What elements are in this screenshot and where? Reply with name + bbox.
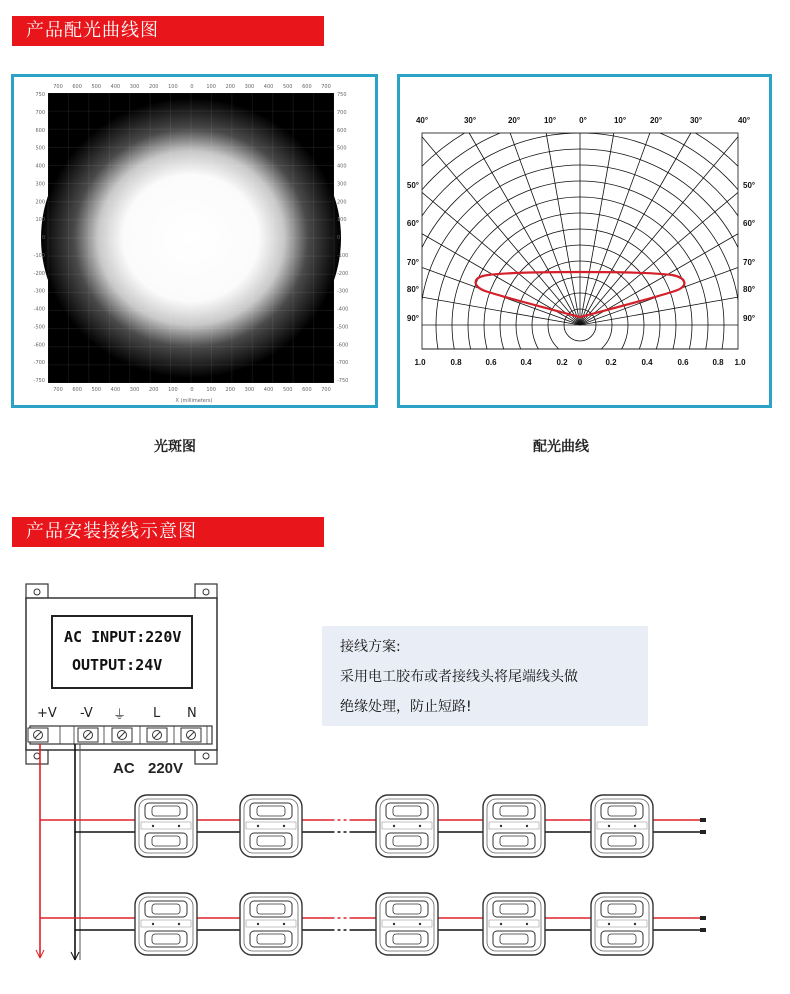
spot-tick-label: -100 — [337, 252, 349, 259]
polar-angle-label: 50° — [743, 181, 756, 190]
section-header-light-curve — [12, 16, 324, 46]
led-module — [240, 795, 302, 857]
note-text-1: 采用电工胶布或者接线头将尾端线头做 — [340, 669, 578, 685]
led-module — [240, 893, 302, 955]
polar-angle-label: 40° — [415, 116, 429, 125]
spot-tick-label: 600 — [337, 127, 347, 134]
led-module — [591, 893, 653, 955]
spot-tick-label: -300 — [33, 288, 45, 295]
polar-angle-label: 60° — [406, 219, 419, 228]
spot-tick-label: 400 — [263, 387, 274, 393]
section-title: 产品配光曲线图 — [26, 20, 159, 41]
polar-intensity-label: 0.4 — [641, 358, 653, 367]
spot-tick-label: -500 — [33, 324, 45, 331]
section-header-wiring — [12, 517, 324, 547]
polar-panel — [397, 74, 772, 408]
polar-angle-label: 50° — [406, 181, 419, 190]
spot-tick-label: 600 — [72, 84, 82, 90]
spot-tick-label: 600 — [35, 127, 45, 134]
spot-tick-label: 200 — [337, 199, 347, 206]
polar-intensity-label: 0 — [577, 358, 583, 367]
voltage-label: 220V — [148, 760, 184, 777]
psu-input-rating: AC INPUT:220V — [64, 628, 182, 646]
polar-intensity-label: 0.6 — [485, 358, 497, 367]
polar-angle-label: 90° — [406, 314, 419, 323]
spot-tick-label: 300 — [244, 84, 255, 90]
spot-tick-label: 300 — [129, 84, 140, 90]
polar-intensity-label: 0.2 — [605, 358, 617, 367]
spot-tick-label: 750 — [337, 92, 347, 98]
polar-angle-label: 20° — [649, 116, 663, 125]
spot-panel — [11, 74, 378, 408]
spot-tick-label: 600 — [302, 84, 312, 90]
terminal-label-neg: -V — [80, 706, 93, 721]
polar-angle-label: 30° — [689, 116, 703, 125]
spot-tick-label: -300 — [337, 288, 349, 295]
spot-tick-label: 100 — [337, 217, 347, 224]
led-module — [376, 795, 438, 857]
polar-angle-label: 80° — [406, 285, 419, 294]
spot-tick-label: 700 — [35, 109, 45, 116]
led-module — [376, 893, 438, 955]
spot-tick-label: 100 — [35, 217, 45, 224]
polar-intensity-label: 1.0 — [414, 358, 426, 367]
spot-tick-label: 500 — [35, 145, 45, 152]
spot-xlabel: X (millimeters) — [175, 398, 213, 404]
spot-tick-label: 300 — [244, 387, 255, 393]
spot-tick-label: 500 — [91, 84, 102, 90]
ground-icon: ⏚ — [113, 708, 127, 723]
note-text-2: 绝缘处理，防止短路! — [340, 699, 472, 715]
led-module — [483, 893, 545, 955]
spot-caption: 光斑图 — [154, 439, 196, 455]
polar-intensity-label: 0.4 — [520, 358, 532, 367]
spot-tick-label: 600 — [302, 387, 312, 393]
polar-angle-label: 40° — [737, 116, 751, 125]
spot-tick-label: 200 — [148, 84, 159, 90]
spot-tick-label: 700 — [53, 84, 63, 90]
polar-angle-label: 80° — [743, 285, 756, 294]
spot-tick-label: 400 — [263, 84, 274, 90]
wiring-note — [322, 626, 648, 726]
spot-tick-label: 100 — [206, 84, 216, 90]
spot-tick-label: 0 — [190, 84, 194, 90]
spot-tick-label: 500 — [282, 387, 293, 393]
polar-angle-label: 90° — [743, 314, 756, 323]
led-module — [135, 795, 197, 857]
spot-tick-label: 700 — [321, 387, 331, 393]
spot-tick-label: -400 — [337, 306, 349, 313]
note-title: 接线方案: — [340, 639, 401, 655]
polar-intensity-label: 0.2 — [556, 358, 568, 367]
spot-chart — [14, 77, 375, 405]
polar-angle-label: 20° — [507, 116, 521, 125]
polar-angle-label: 60° — [743, 219, 756, 228]
section-title: 产品安装接线示意图 — [26, 521, 197, 542]
polar-intensity-label: 0.6 — [677, 358, 689, 367]
spot-tick-label: 400 — [110, 387, 121, 393]
curve-caption: 配光曲线 — [533, 439, 589, 455]
spot-tick-label: 200 — [148, 387, 159, 393]
spot-tick-label: 0 — [337, 235, 341, 241]
spot-tick-label: 400 — [110, 84, 121, 90]
led-module — [591, 795, 653, 857]
spot-tick-label: 500 — [282, 84, 293, 90]
spot-tick-label: 400 — [35, 163, 45, 170]
polar-angle-label: 30° — [463, 116, 477, 125]
polar-angle-label: 70° — [743, 258, 756, 267]
led-module — [135, 893, 197, 955]
spot-tick-label: -200 — [33, 270, 45, 277]
polar-angle-label: 10° — [543, 116, 557, 125]
led-module — [483, 795, 545, 857]
spot-tick-label: 700 — [53, 387, 63, 393]
spot-tick-label: -400 — [33, 306, 45, 313]
polar-angle-label: 70° — [406, 258, 419, 267]
spot-tick-label: 300 — [129, 387, 140, 393]
spot-tick-label: 300 — [337, 181, 347, 188]
spot-tick-label: -750 — [33, 378, 45, 384]
polar-intensity-label: 1.0 — [734, 358, 746, 367]
spot-tick-label: 600 — [72, 387, 82, 393]
spot-tick-label: -700 — [33, 360, 45, 367]
terminal-label-n: N — [187, 706, 197, 721]
polar-intensity-label: 0.8 — [712, 358, 724, 367]
polar-chart — [400, 77, 769, 405]
spot-tick-label: 200 — [225, 387, 236, 393]
spot-tick-label: -750 — [337, 378, 349, 384]
polar-angle-label: 0° — [579, 116, 587, 125]
spot-tick-label: 0 — [41, 235, 45, 241]
spot-tick-label: 100 — [168, 84, 178, 90]
terminal-label-l: L — [153, 706, 161, 721]
spot-tick-label: 700 — [321, 84, 331, 90]
psu-output-rating: OUTPUT:24V — [72, 656, 163, 674]
spot-tick-label: -700 — [337, 360, 349, 367]
spot-tick-label: 0 — [190, 387, 194, 393]
spot-tick-label: -500 — [337, 324, 349, 331]
spot-tick-label: 500 — [337, 145, 347, 152]
spot-tick-label: -600 — [337, 342, 349, 349]
spot-tick-label: -600 — [33, 342, 45, 349]
polar-angle-label: 10° — [613, 116, 627, 125]
spot-tick-label: 500 — [91, 387, 102, 393]
spot-tick-label: -200 — [337, 270, 349, 277]
spot-tick-label: 200 — [35, 199, 45, 206]
spot-tick-label: 100 — [206, 387, 216, 393]
spot-tick-label: 400 — [337, 163, 347, 170]
spot-tick-label: 300 — [35, 181, 45, 188]
spot-tick-label: 200 — [225, 84, 236, 90]
polar-intensity-label: 0.8 — [450, 358, 462, 367]
ac-label: AC — [113, 760, 135, 777]
spot-tick-label: -100 — [33, 252, 45, 259]
spot-tick-label: 100 — [168, 387, 178, 393]
spot-tick-label: 750 — [35, 92, 45, 98]
spot-tick-label: 700 — [337, 109, 347, 116]
terminal-label-pos: +V — [37, 706, 57, 721]
